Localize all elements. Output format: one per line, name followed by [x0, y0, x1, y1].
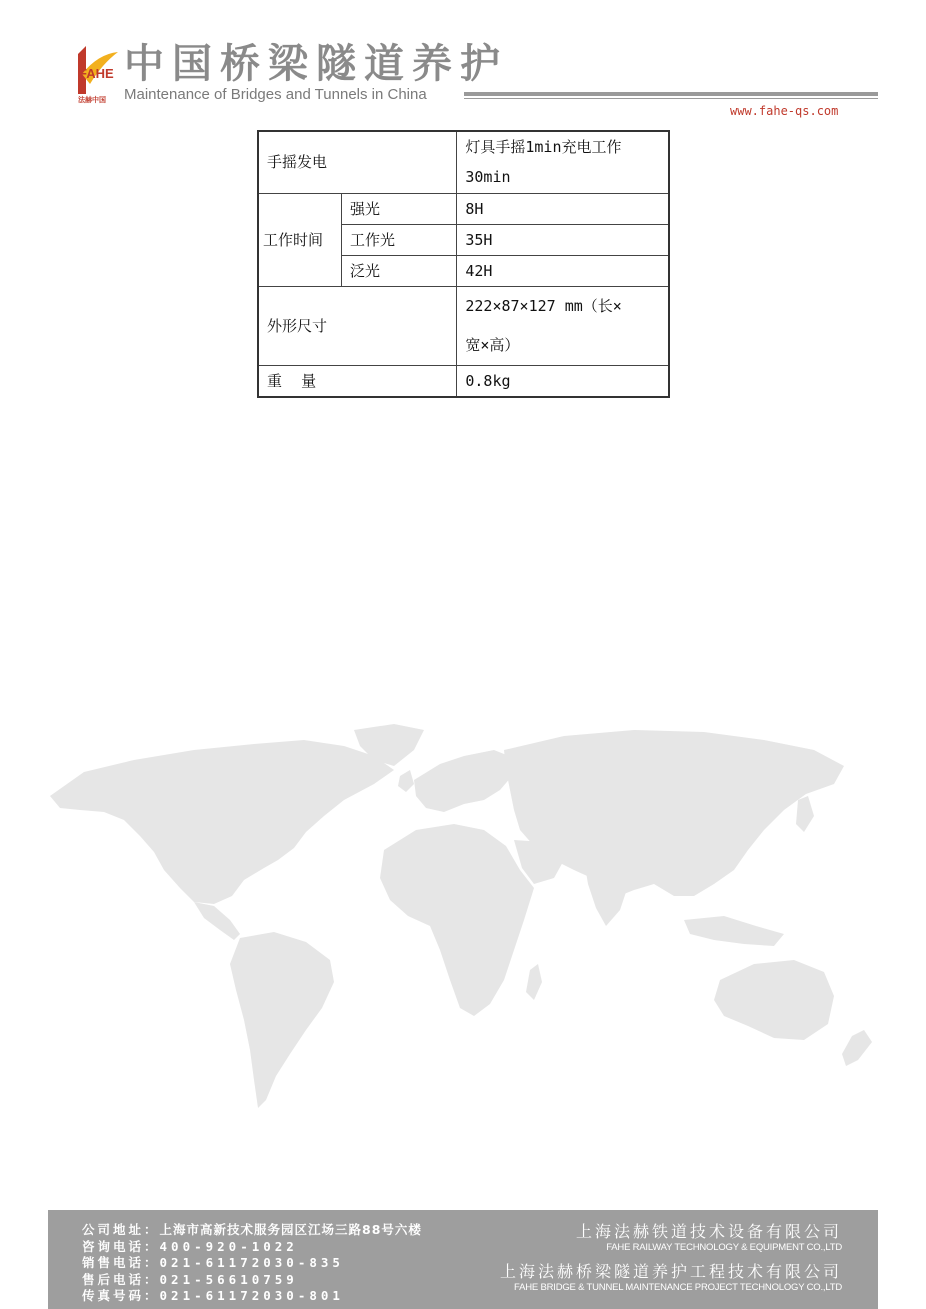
- value-line: 222×87×127 mm（长×: [465, 296, 622, 315]
- row-value-weight: 0.8kg: [457, 365, 669, 397]
- contact-consult-phone: [82, 1239, 422, 1256]
- company-names: [500, 1222, 842, 1302]
- row-label-hand-crank: 手摇发电: [258, 131, 457, 193]
- table-row: [258, 193, 669, 224]
- logo-subtext: 法赫中国: [78, 96, 106, 104]
- sub-value-flood-light: 42H: [457, 255, 669, 286]
- sub-value-strong-light: 8H: [457, 193, 669, 224]
- contact-label: 销售电话：: [82, 1255, 160, 1270]
- contact-label: 咨询电话：: [82, 1238, 160, 1254]
- row-value-dimensions: [457, 286, 669, 365]
- table-row: [258, 365, 669, 397]
- contact-fax: [82, 1288, 422, 1305]
- row-label-dimensions: 外形尺寸: [258, 286, 457, 365]
- contact-value: 021-61172030-801: [159, 1288, 344, 1303]
- sub-label-work-light: 工作光: [342, 224, 457, 255]
- spec-table: [257, 130, 670, 398]
- contact-label: 传真号码：: [82, 1288, 160, 1303]
- world-map-watermark: [44, 720, 884, 1120]
- header-rule-thin: [464, 98, 878, 99]
- contact-value: 400-920-1022: [159, 1238, 298, 1254]
- sub-value-work-light: 35H: [457, 224, 669, 255]
- contact-value: 021-61172030-835: [159, 1255, 344, 1270]
- header-rule-thick: [464, 92, 878, 96]
- contact-label: 售后电话：: [82, 1271, 160, 1287]
- value-line: 灯具手摇1min充电工作: [465, 138, 622, 157]
- site-title-cn: 中国桥梁隧道养护: [124, 41, 508, 87]
- row-label-work-time: 工作时间: [258, 193, 342, 286]
- contact-sales-phone: [82, 1255, 422, 1272]
- row-value-hand-crank: [457, 131, 669, 193]
- contact-value: 021-56610759: [159, 1271, 298, 1287]
- logo-text: FAHE: [79, 66, 114, 81]
- contact-label: 公司地址：: [82, 1222, 160, 1237]
- row-label-weight: 重 量: [258, 365, 457, 397]
- table-row: [258, 286, 669, 365]
- company1-name-cn: 上海法赫铁道技术设备有限公司: [575, 1222, 842, 1241]
- company1-name-en: FAHE RAILWAY TECHNOLOGY & EQUIPMENT CO.,LTD: [606, 1242, 842, 1253]
- site-title-en: Maintenance of Bridges and Tunnels in China: [124, 86, 427, 103]
- contact-info: [82, 1222, 422, 1305]
- fahe-logo: [76, 44, 120, 104]
- contact-value: 上海市高新技术服务园区江场三路88号六楼: [159, 1222, 422, 1237]
- value-line: 30min: [465, 168, 511, 187]
- table-row: [258, 131, 669, 193]
- sub-label-flood-light: 泛光: [342, 255, 457, 286]
- value-line: 宽×高）: [465, 335, 520, 354]
- company2-name-cn: 上海法赫桥梁隧道养护工程技术有限公司: [499, 1262, 842, 1281]
- footer: [48, 1210, 878, 1309]
- company2-name-en: FAHE BRIDGE & TUNNEL MAINTENANCE PROJECT TECHNOLOGY CO.,LTD: [514, 1282, 842, 1293]
- contact-aftersale-phone: [82, 1272, 422, 1289]
- sub-label-strong-light: 强光: [342, 193, 457, 224]
- website-link[interactable]: www.fahe-qs.com: [730, 104, 839, 118]
- contact-address: [82, 1222, 422, 1239]
